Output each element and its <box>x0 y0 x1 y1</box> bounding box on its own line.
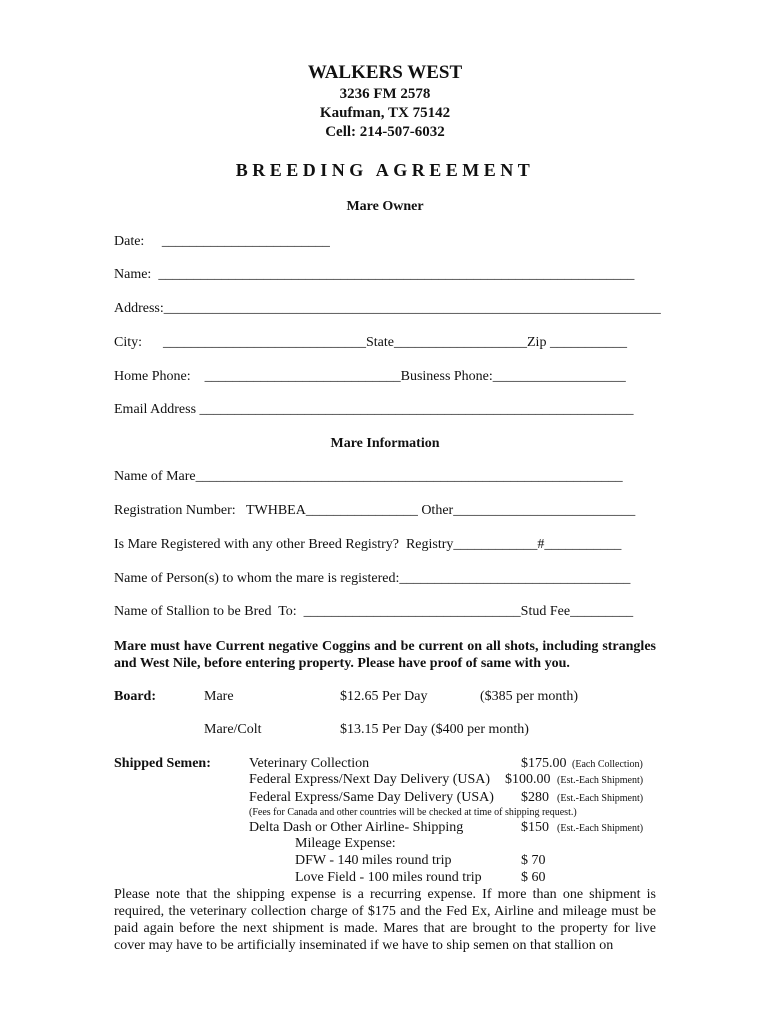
board-type-mare-colt: Mare/Colt <box>204 722 262 737</box>
mileage-item-desc: Love Field - 100 miles round trip <box>295 870 482 885</box>
semen-item-desc: Veterinary Collection <box>249 756 370 771</box>
registered-owner-field[interactable]: Name of Person(s) to whom the mare is registered:_________________________________ <box>114 571 631 586</box>
delta-shipping-price: $150 <box>521 820 549 835</box>
owner-name-field[interactable]: Name: ____________________________________________________________________ <box>114 267 635 282</box>
mileage-item-price: $ 60 <box>521 870 546 885</box>
mare-name-field[interactable]: Name of Mare_____________________________________________________________ <box>114 469 623 484</box>
semen-item-note: (Each Collection) <box>572 759 643 770</box>
phone-fields[interactable]: Home Phone: ____________________________Business Phone:___________________ <box>114 369 626 384</box>
stallion-field[interactable]: Name of Stallion to be Bred To: _______________________________Stud Fee_________ <box>114 604 634 619</box>
company-city: Kaufman, TX 75142 <box>319 105 451 121</box>
delta-shipping-note: (Est.-Each Shipment) <box>557 823 644 834</box>
date-field[interactable]: Date: ________________________ <box>114 234 330 249</box>
company-phone: Cell: 214-507-6032 <box>325 124 445 140</box>
city-state-zip-field[interactable]: City: _____________________________State___________________Zip ___________ <box>114 335 627 350</box>
mileage-expense-label: Mileage Expense: <box>295 836 396 851</box>
board-rate-mare: $12.65 Per Day <box>340 689 428 704</box>
board-type-mare: Mare <box>204 689 234 704</box>
canada-fees-note: (Fees for Canada and other countries will be checked at time of shipping request.) <box>249 807 577 818</box>
semen-item-price: $100.00 <box>505 772 551 787</box>
semen-item-note: (Est.-Each Shipment) <box>557 775 644 786</box>
semen-item-desc: Federal Express/Next Day Delivery (USA) <box>249 772 491 787</box>
owner-address-field[interactable]: Address:_______________________________________________________________________ <box>114 301 661 316</box>
board-rate-mare-colt: $13.15 Per Day ($400 per month) <box>340 722 529 737</box>
shipped-semen-label: Shipped Semen: <box>114 756 211 771</box>
shipping-expense-paragraph: Please note that the shipping expense is a recurring expense. If more than one shipment is required, the veterinary collection charge of $175 and the Fed Ex, Airline and mileage must be paid again before the next shipment is made. Mares that are brought to the property for live cover may have to be artificially inseminated if we have to ship semen on that stallion on <box>114 887 656 953</box>
document-title: BREEDING AGREEMENT <box>235 160 535 180</box>
coggins-notice: Mare must have Current negative Coggins and be current on all shots, including strangles and West Nile, before entering property. Please have proof of same with you. <box>114 639 656 671</box>
board-monthly-mare: ($385 per month) <box>480 689 578 704</box>
mare-information-heading: Mare Information <box>330 436 440 451</box>
mare-owner-heading: Mare Owner <box>346 199 424 214</box>
semen-item-price: $175.00 <box>521 756 567 771</box>
semen-item-note: (Est.-Each Shipment) <box>557 793 644 804</box>
other-registry-field[interactable]: Is Mare Registered with any other Breed Registry? Registry____________#___________ <box>114 537 622 552</box>
email-field[interactable]: Email Address ______________________________________________________________ <box>114 402 634 417</box>
company-street: 3236 FM 2578 <box>339 86 431 102</box>
mileage-item-desc: DFW - 140 miles round trip <box>295 853 452 868</box>
semen-item-price: $280 <box>521 790 549 805</box>
delta-shipping-desc: Delta Dash or Other Airline- Shipping <box>249 820 464 835</box>
company-name: WALKERS WEST <box>307 62 463 83</box>
registration-number-field[interactable]: Registration Number: TWHBEA________________ Other__________________________ <box>114 503 636 518</box>
mileage-item-price: $ 70 <box>521 853 546 868</box>
board-label: Board: <box>114 689 156 704</box>
semen-item-desc: Federal Express/Same Day Delivery (USA) <box>249 790 494 805</box>
